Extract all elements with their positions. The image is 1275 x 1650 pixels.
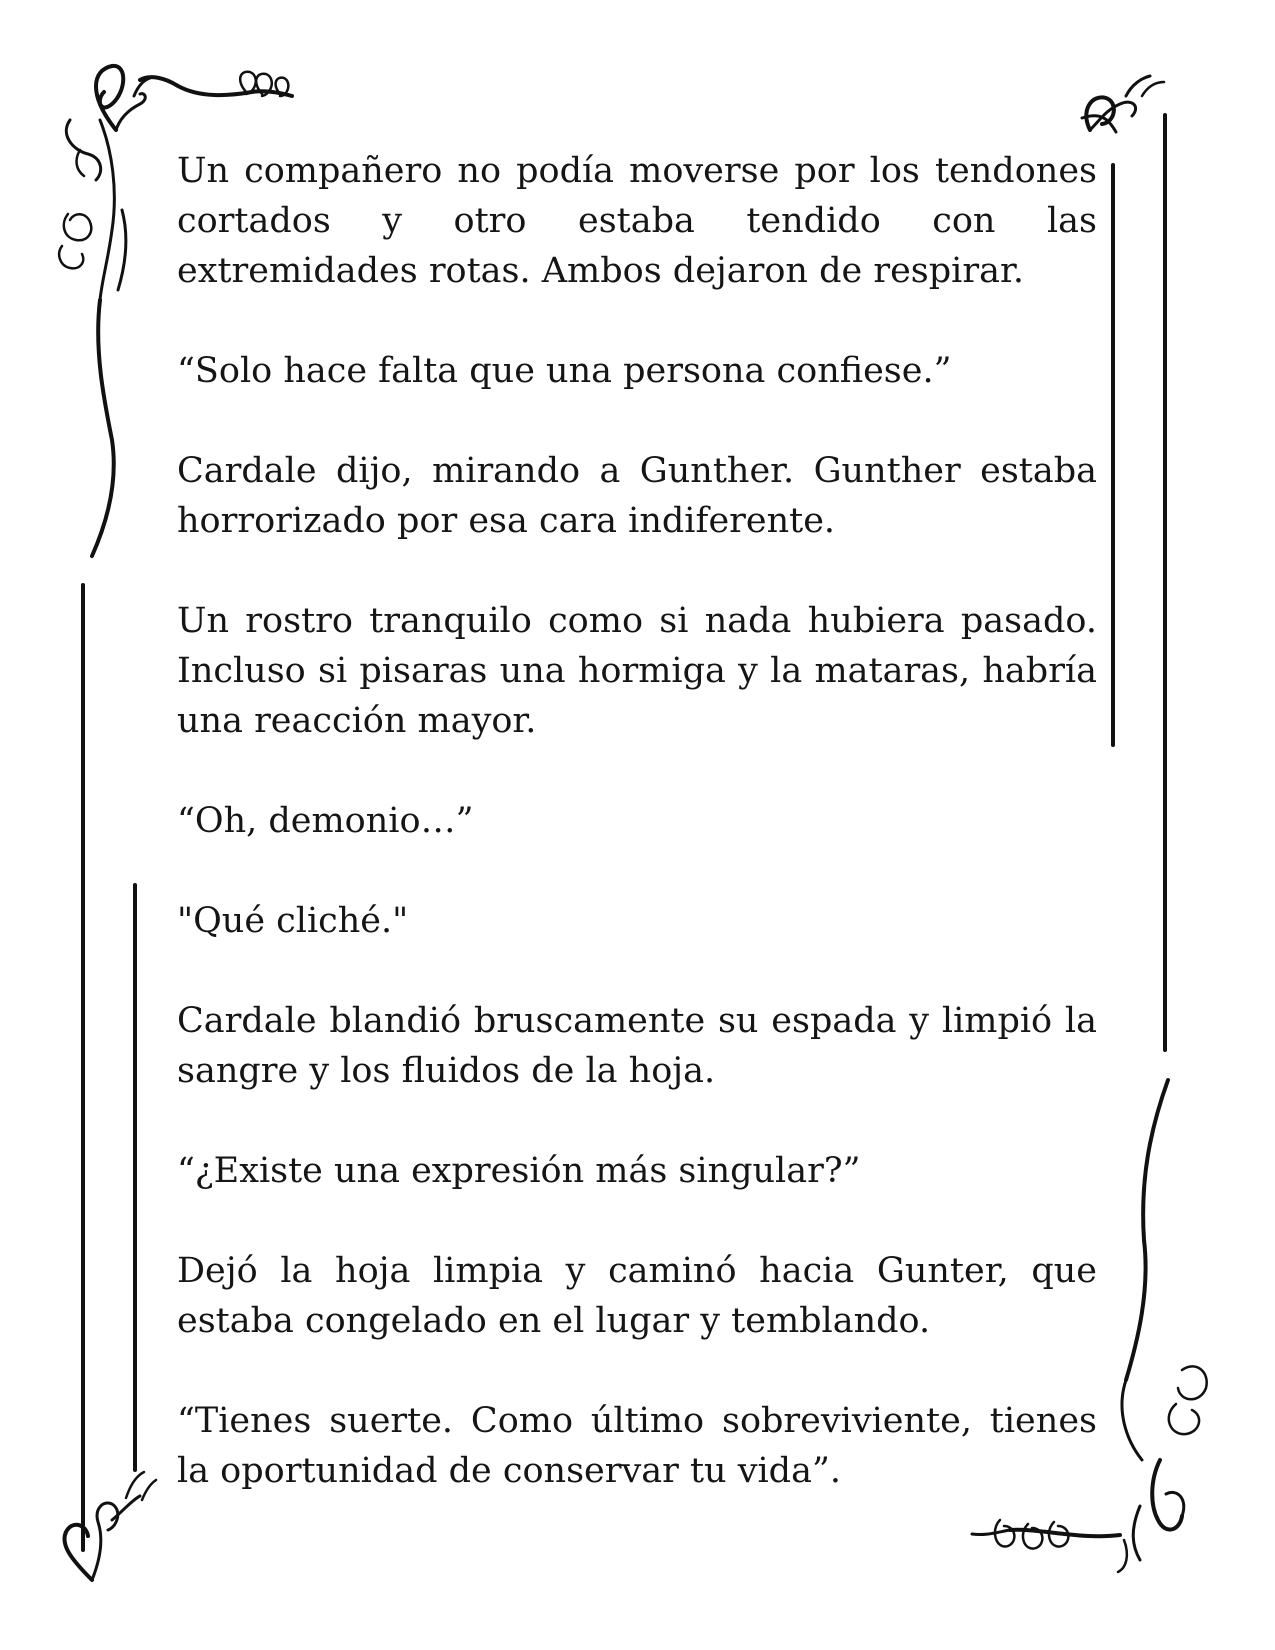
story-text xyxy=(177,146,1097,1496)
paragraph: “Solo hace falta que una persona confiese.” xyxy=(177,351,952,391)
paragraph: Cardale dijo, mirando a Gunther. Gunther estaba horrorizado por esa cara indiferente. xyxy=(177,451,1097,541)
paragraph: Dejó la hoja limpia y caminó hacia Gunter, que estaba congelado en el lugar y temblando. xyxy=(177,1251,1097,1341)
paragraph: Un compañero no podía moverse por los tendones cortados y otro estaba tendido con las extremidades rotas. Ambos dejaron de respirar. xyxy=(177,151,1097,291)
paragraph: Cardale blandió bruscamente su espada y limpió la sangre y los fluidos de la hoja. xyxy=(177,1001,1097,1091)
paragraph: “¿Existe una expresión más singular?” xyxy=(177,1151,861,1191)
top-right-flourish xyxy=(1082,76,1164,132)
bottom-left-flourish xyxy=(64,1472,156,1580)
paragraph: “Tienes suerte. Como último sobreviviente, tienes la oportunidad de conservar tu vida”. xyxy=(177,1401,1097,1491)
paragraph: Un rostro tranquilo como si nada hubiera pasado. Incluso si pisaras una hormiga y la mataras, habría una reacción mayor. xyxy=(177,601,1097,741)
paragraph: “Oh, demonio…” xyxy=(177,801,474,841)
paragraph: "Qué cliché." xyxy=(177,901,409,941)
